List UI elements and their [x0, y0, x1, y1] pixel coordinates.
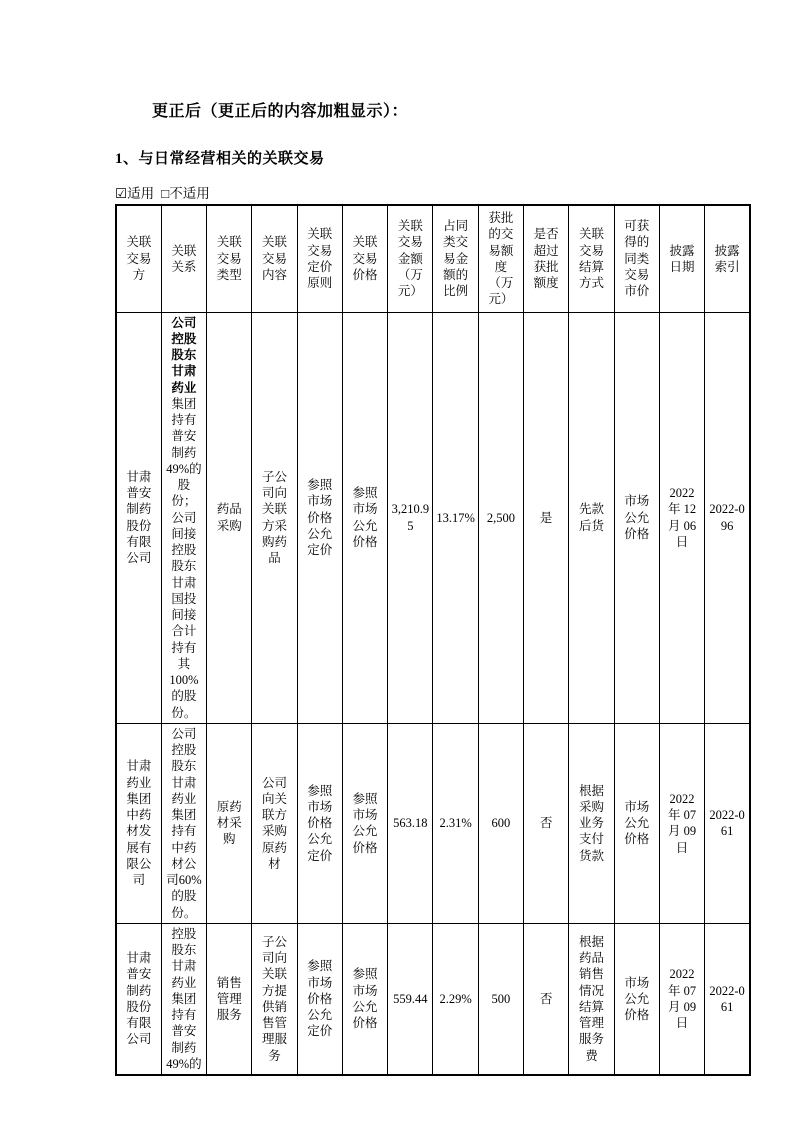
page-title: 更正后（更正后的内容加粗显示）： [152, 103, 409, 120]
not-applicable-label: 不适用 [169, 186, 210, 201]
section-heading: 1、与日常经营相关的关联交易 [115, 151, 325, 167]
cell-settlement: 先款后货 [569, 312, 614, 723]
table-row [116, 723, 750, 923]
cell-amount: 563.18 [388, 723, 433, 923]
header-relation: 关联关系 [161, 205, 206, 312]
cell-party: 甘肃普安制药股份有限公司 [116, 923, 161, 1075]
header-exceeds-approved: 是否超过获批额度 [524, 205, 569, 312]
cell-ratio: 2.31% [433, 723, 478, 923]
cell-settlement: 根据药品销售情况结算管理服务费 [569, 923, 614, 1075]
cell-ratio: 13.17% [433, 312, 478, 723]
header-disclosure-date: 披露日期 [659, 205, 704, 312]
cell-disclosure-index: 2022-061 [705, 723, 750, 923]
cell-exceeds-approved: 否 [524, 923, 569, 1075]
table-header [116, 205, 750, 312]
cell-content: 子公司向关联方采购药品 [252, 312, 297, 723]
cell-pricing-principle: 参照市场价格公允定价 [297, 312, 342, 723]
table-row [116, 923, 750, 1075]
cell-relation: 控股股东甘肃药业集团持有普安制药49%的 [161, 923, 206, 1075]
cell-amount: 559.44 [388, 923, 433, 1075]
cell-relation: 公司控股股东甘肃药业集团持有中药材公司60%的股份。 [161, 723, 206, 923]
relation-bold-text: 公司控股股东甘肃药业 [171, 315, 197, 395]
cell-price: 参照市场公允价格 [342, 312, 387, 723]
cell-price: 参照市场公允价格 [342, 723, 387, 923]
cell-amount: 3,210.95 [388, 312, 433, 723]
applicable-label: 适用 [127, 186, 155, 201]
checkbox-checked-icon: ☑ [115, 186, 128, 201]
cell-ratio: 2.29% [433, 923, 478, 1075]
cell-disclosure-index: 2022-061 [705, 923, 750, 1075]
related-transactions-table [115, 204, 751, 1076]
cell-market-price: 市场公允价格 [614, 723, 659, 923]
applicable-row [115, 182, 210, 202]
cell-approved-amount: 2,500 [478, 312, 523, 723]
header-amount: 关联交易金额（万元） [388, 205, 433, 312]
checkbox-unchecked-icon: □ [161, 186, 170, 201]
header-settlement: 关联交易结算方式 [569, 205, 614, 312]
cell-party: 甘肃药业集团中药材发展有限公司 [116, 723, 161, 923]
header-type: 关联交易类型 [207, 205, 252, 312]
cell-type: 药品采购 [207, 312, 252, 723]
relation-text: 集团持有普安制药49%的股份；公司间接控股股东甘肃国投间接合计持有其100%的股份。 [166, 396, 202, 720]
cell-type: 销售管理服务 [207, 923, 252, 1075]
header-approved-amount: 获批的交易额度（万元） [478, 205, 523, 312]
cell-settlement: 根据采购业务支付货款 [569, 723, 614, 923]
cell-exceeds-approved: 是 [524, 312, 569, 723]
header-content: 关联交易内容 [252, 205, 297, 312]
header-disclosure-index: 披露索引 [705, 205, 750, 312]
cell-type: 原药材采购 [207, 723, 252, 923]
table-row [116, 312, 750, 723]
cell-party: 甘肃普安制药股份有限公司 [116, 312, 161, 723]
header-party: 关联交易方 [116, 205, 161, 312]
cell-content: 公司向关联方采购原药材 [252, 723, 297, 923]
cell-approved-amount: 600 [478, 723, 523, 923]
cell-disclosure-index: 2022-096 [705, 312, 750, 723]
header-market-price: 可获得的同类交易市价 [614, 205, 659, 312]
cell-disclosure-date: 2022 年 12 月 06 日 [659, 312, 704, 723]
cell-exceeds-approved: 否 [524, 723, 569, 923]
cell-approved-amount: 500 [478, 923, 523, 1075]
cell-content: 子公司向关联方提供销售管理服务 [252, 923, 297, 1075]
header-ratio: 占同类交易金额的比例 [433, 205, 478, 312]
header-price: 关联交易价格 [342, 205, 387, 312]
cell-disclosure-date: 2022 年 07 月 09 日 [659, 723, 704, 923]
cell-market-price: 市场公允价格 [614, 312, 659, 723]
cell-disclosure-date: 2022 年 07 月 09 日 [659, 923, 704, 1075]
cell-price: 参照市场公允价格 [342, 923, 387, 1075]
cell-market-price: 市场公允价格 [614, 923, 659, 1075]
header-row [116, 205, 750, 312]
cell-pricing-principle: 参照市场价格公允定价 [297, 923, 342, 1075]
cell-relation [161, 312, 206, 723]
cell-pricing-principle: 参照市场价格公允定价 [297, 723, 342, 923]
header-pricing-principle: 关联交易定价原则 [297, 205, 342, 312]
